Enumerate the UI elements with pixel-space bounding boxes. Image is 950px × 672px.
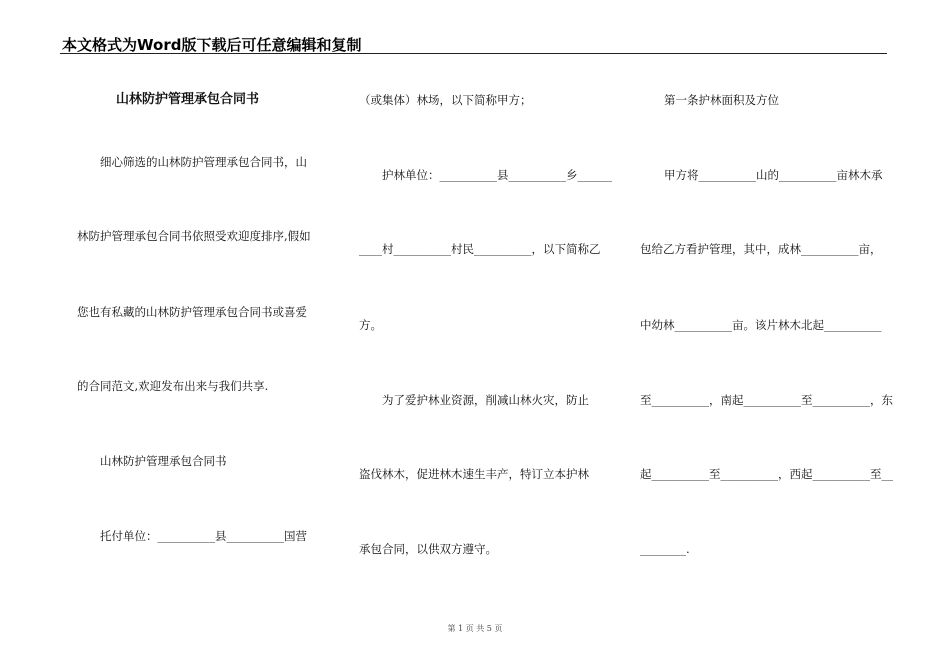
text-line: 林防护管理承包合同书依照受欢迎度排序,假如 [77, 229, 311, 243]
header-divider [60, 53, 887, 54]
text-line: 包给乙方看护管理，其中，成林__________亩， [640, 242, 882, 256]
section-heading: 第一条护林面积及方位 [664, 93, 779, 107]
text-line: 甲方将__________山的__________亩林木承 [664, 168, 883, 182]
text-line: 护林单位：__________县__________乡______ [382, 168, 612, 182]
page-number: 第 1 页 共 5 页 [447, 624, 503, 633]
text-line: 您也有私藏的山林防护管理承包合同书或喜爱 [77, 305, 307, 319]
text-line: 细心筛选的山林防护管理承包合同书，山 [100, 155, 307, 169]
document-header: 本文格式为Word版下载后可任意编辑和复制 [62, 36, 362, 54]
text-line: 盗伐林木，促进林木速生丰产，特订立本护林 [359, 467, 589, 481]
text-line: 托付单位：__________县__________国营 [100, 529, 307, 543]
text-line: 的合同范文,欢迎发布出来与我们共享. [77, 379, 269, 393]
text-line: 起__________至__________，西起__________至__ [640, 467, 893, 481]
text-line: 为了爱护林业资源，削减山林火灾，防止 [382, 393, 589, 407]
text-line: 承包合同，以供双方遵守。 [359, 542, 497, 556]
text-line: 中幼林__________亩。该片林木北起__________ [640, 318, 882, 332]
text-line: ________. [640, 542, 690, 556]
text-line: （或集体）林场，以下简称甲方； [359, 93, 532, 107]
text-line: 至__________，南起__________至__________，东 [640, 393, 893, 407]
contract-title: 山林防护管理承包合同书 [116, 92, 260, 107]
text-line: ____村__________村民__________，以下简称乙 [359, 242, 601, 256]
text-line: 方。 [359, 318, 382, 332]
section-heading: 山林防护管理承包合同书 [100, 454, 227, 468]
